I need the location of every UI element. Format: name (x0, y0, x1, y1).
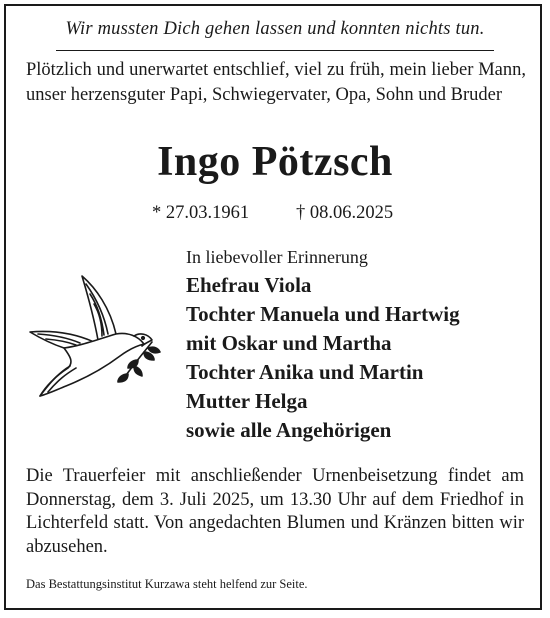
deceased-name: Ingo Pötzsch (157, 139, 393, 185)
family-member: Ehefrau Viola (186, 273, 312, 297)
death-date: † 08.06.2025 (296, 203, 394, 223)
family-member: sowie alle Angehörigen (186, 418, 392, 442)
family-member: Tochter Manuela und Hartwig (186, 302, 460, 326)
family-member: mit Oskar und Martha (186, 331, 392, 355)
memory-line: In liebevoller Erinnerung (186, 247, 368, 267)
dove-with-olive-branch-icon (24, 272, 174, 404)
divider (56, 50, 494, 51)
motto: Wir mussten Dich gehen lassen und konnten nichts tun. (65, 19, 485, 39)
footer-text: Das Bestattungsinstitut Kurzawa steht helfend zur Seite. (26, 577, 308, 591)
family-list (186, 271, 526, 445)
intro-text: Plötzlich und unerwartet entschlief, viel zu früh, mein lieber Mann, unser herzensguter Papi, Schwiegervater, Opa, Sohn und Bruder (26, 60, 526, 105)
birth-date: * 27.03.1961 (152, 203, 250, 223)
family-member: Tochter Anika und Martin (186, 360, 424, 384)
funeral-text: Die Trauerfeier mit anschließender Urnenbeisetzung findet am Donnerstag, dem 3. Juli 2025, um 13.30 Uhr auf dem Friedhof in Lichterfeld statt. Von angedachten Blumen und Kränzen bitten wir abzusehen. (26, 466, 524, 557)
family-member: Mutter Helga (186, 389, 308, 413)
